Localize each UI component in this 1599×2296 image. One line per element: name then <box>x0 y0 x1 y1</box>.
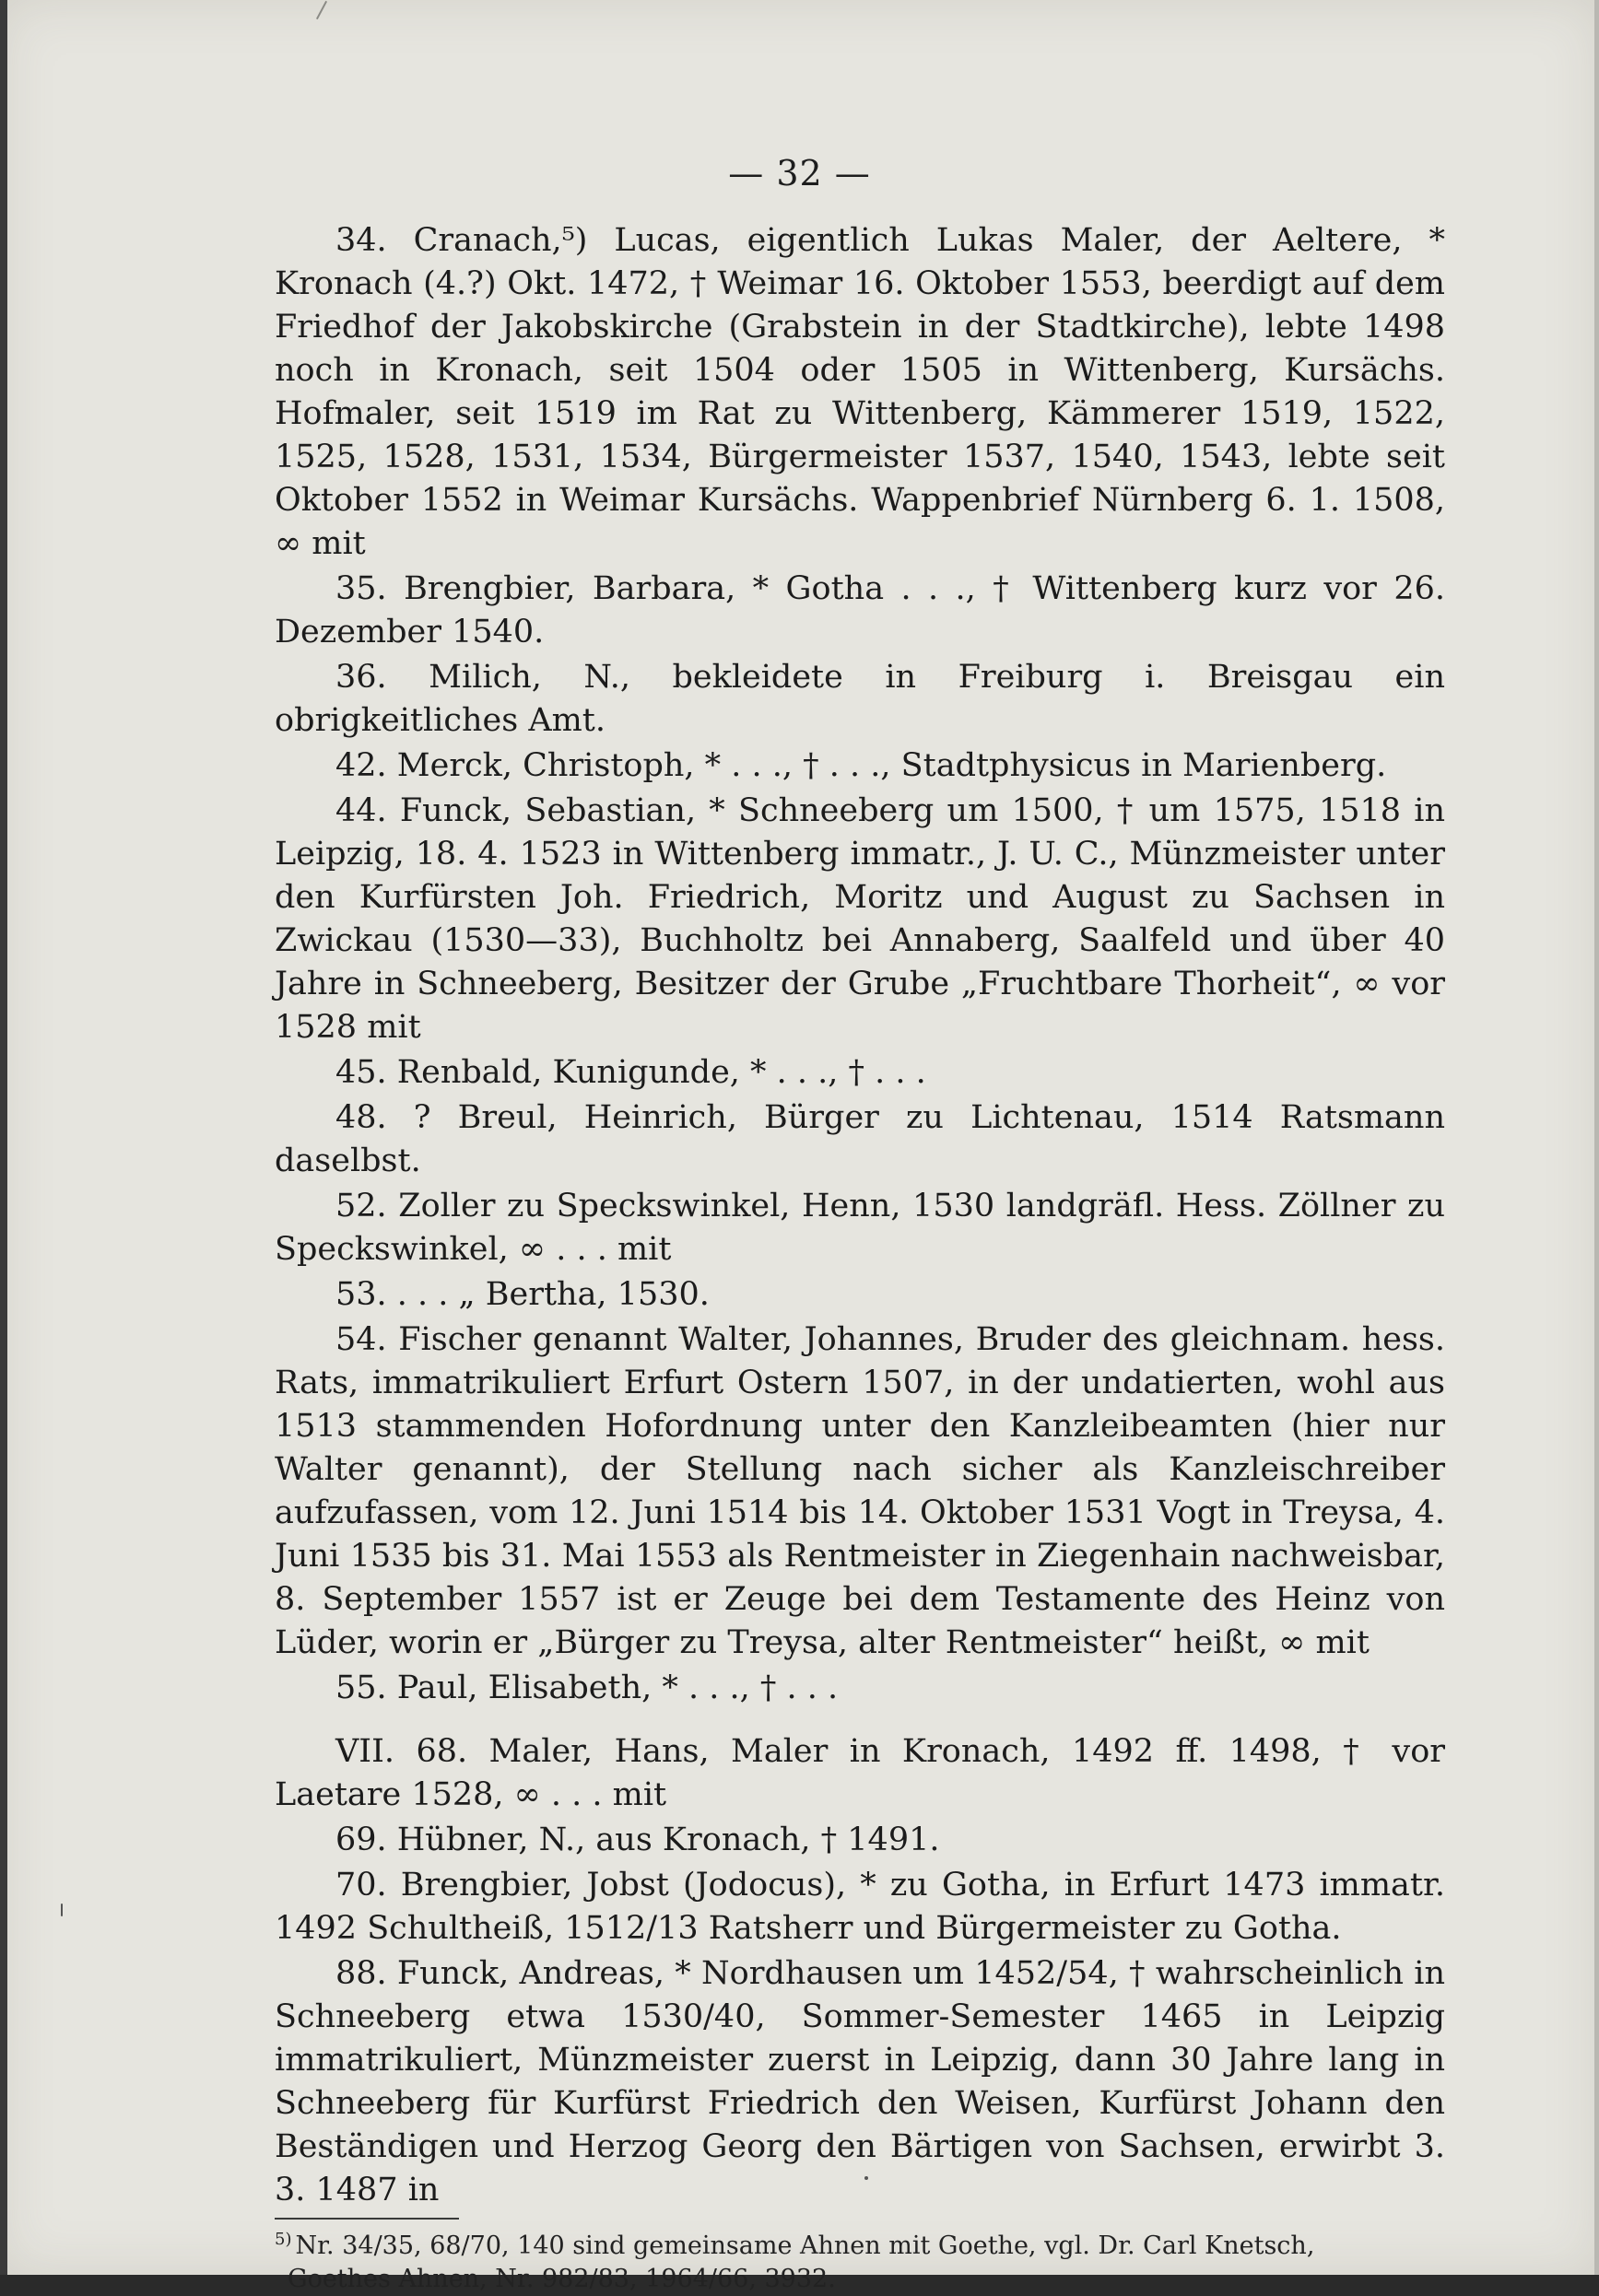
entry-42: 42. Merck, Christoph, * . . ., † . . ., Stadtphysicus in Marienberg. <box>335 747 1387 784</box>
entry-54: 54. Fischer genannt Walter, Johannes, Bruder des gleichnam. hess. Rats, immatrikuliert Erfurt Ostern 1507, in der undatierten, wohl aus 1513 stammenden Hofordnung unter den Kanzleibeamten (hier nur Walter genannt), der Stellung nach sicher als Kanzleischreiber aufzufassen, vom 12. Juni 1514 bis 14. Oktober 1531 Vogt in Treysa, 4. Juni 1535 bis 31. Mai 1553 als Rentmeister in Ziegenhain nachweisbar, 8. September 1557 ist er Zeuge bei dem Testamente des Heinz von Lüder, worin er „Bürger zu Treysa, alter Rentmeister“ heißt, ∞ mit <box>275 1321 1445 1661</box>
entry-45: 45. Renbald, Kunigunde, * . . ., † . . . <box>335 1054 926 1091</box>
page-number: — 32 — <box>728 153 871 193</box>
scan-edge-right <box>1594 0 1599 2275</box>
footnote-text-1: Nr. 34/35, 68/70, 140 sind gemeinsame Ahnen mit Goethe, vgl. Dr. Carl Knetsch, <box>295 2232 1315 2260</box>
entry-69: 69. Hübner, N., aus Kronach, † 1491. <box>335 1822 940 1858</box>
footnote-divider <box>275 2218 459 2220</box>
paper-speck <box>61 1904 63 1916</box>
entry-48: 48. ? Breul, Heinrich, Bürger zu Lichtenau, 1514 Ratsmann daselbst. <box>275 1099 1445 1179</box>
entry-70: 70. Brengbier, Jobst (Jodocus), * zu Gotha, in Erfurt 1473 immatr. 1492 Schultheiß, 1512/13 Ratsherr und Bürgermeister zu Gotha. <box>275 1867 1445 1947</box>
footnote-line-2: Goethes Ahnen, Nr. 982/83, 1964/66, 3932. <box>288 2265 836 2293</box>
entry-34: 34. Cranach,⁵) Lucas, eigentlich Lukas Maler, der Aeltere, * Kronach (4.?) Okt. 1472, † Weimar 16. Oktober 1553, beerdigt auf dem Friedhof der Jakobskirche (Grabstein in der Stadtkirche), lebte 1498 noch in Kronach, seit 1504 oder 1505 in Wittenberg, Kursächs. Hofmaler, seit 1519 im Rat zu Wittenberg, Kämmerer 1519, 1522, 1525, 1528, 1531, 1534, Bürgermeister 1537, 1540, 1543, lebte seit Oktober 1552 in Weimar Kursächs. Wappenbrief Nürnberg 6. 1. 1508, ∞ mit <box>275 222 1445 562</box>
entry-44: 44. Funck, Sebastian, * Schneeberg um 1500, † um 1575, 1518 in Leipzig, 18. 4. 1523 in Wittenberg immatr., J. U. C., Münzmeister unter den Kurfürsten Joh. Friedrich, Moritz und August zu Sachsen in Zwickau (1530—33), Buchholtz bei Annaberg, Saalfeld und über 40 Jahre in Schneeberg, Besitzer der Grube „Fruchtbare Thorheit“, ∞ vor 1528 mit <box>275 792 1445 1046</box>
footnote-line-1 <box>275 2223 1445 2263</box>
genealogy-text <box>275 219 1445 2296</box>
entry-88: 88. Funck, Andreas, * Nordhausen um 1452/54, † wahrscheinlich in Schneeberg etwa 1530/40, Sommer-Semester 1465 in Leipzig immatrikuliert, Münzmeister zuerst in Leipzig, dann 30 Jahre lang in Schneeberg für Kurfürst Friedrich den Weisen, Kurfürst Johann den Beständigen und Herzog Georg den Bärtigen von Sachsen, erwirbt 3. 3. 1487 in <box>275 1955 1445 2208</box>
entry-52: 52. Zoller zu Speckswinkel, Henn, 1530 landgräfl. Hess. Zöllner zu Speckswinkel, ∞ . . . mit <box>275 1188 1445 1268</box>
footnote-marker: 5) <box>275 2230 292 2249</box>
entry-55: 55. Paul, Elisabeth, * . . ., † . . . <box>335 1669 839 1706</box>
entry-68: VII. 68. Maler, Hans, Maler in Kronach, 1492 ff. 1498, † vor Laetare 1528, ∞ . . . mit <box>275 1733 1445 1813</box>
scan-edge-left <box>0 0 7 2275</box>
entry-35: 35. Brengbier, Barbara, * Gotha . . ., † Wittenberg kurz vor 26. Dezember 1540. <box>275 570 1445 650</box>
entry-53: 53. . . . „ Bertha, 1530. <box>335 1276 710 1313</box>
footnote <box>275 2223 1445 2296</box>
paper-scratch <box>316 1 327 19</box>
entry-36: 36. Milich, N., bekleidete in Freiburg i. Breisgau ein obrigkeitliches Amt. <box>275 659 1445 739</box>
